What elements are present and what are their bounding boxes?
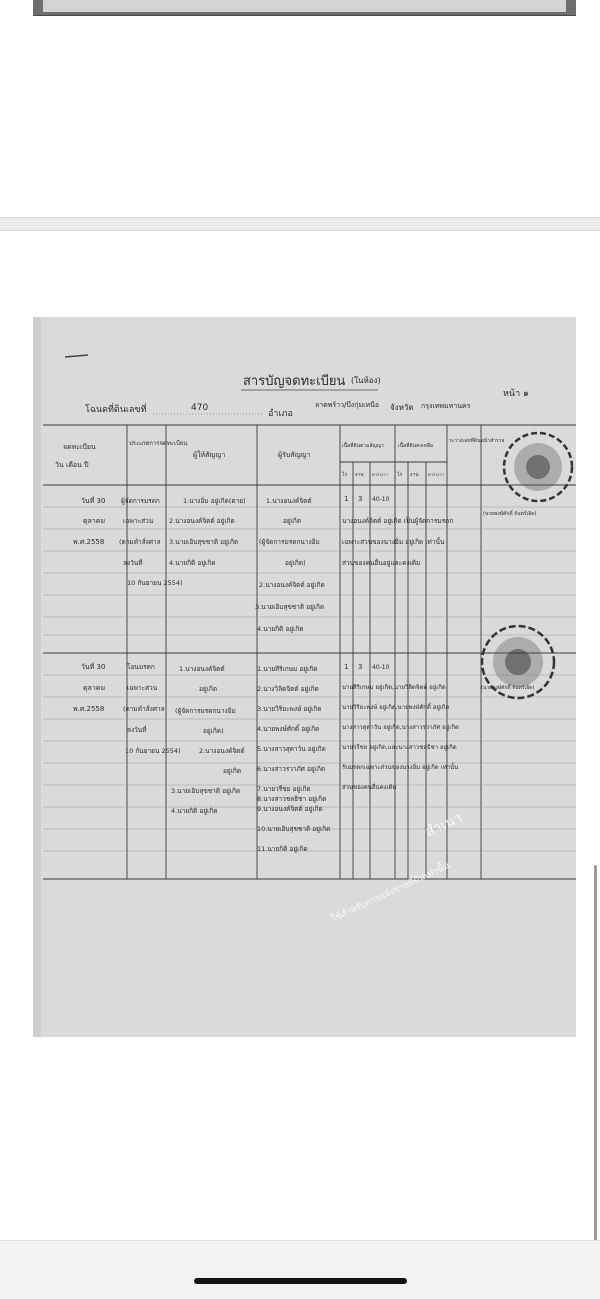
entry-type-line: ลงวันที่ (127, 726, 147, 734)
entry-remaining-line: ส่วนของคนอื่นคงเดิม (342, 784, 397, 791)
entry-grantor-line: อยู่เกิด (199, 685, 218, 693)
header-grantee: ผู้รับสัญญา (278, 451, 311, 459)
entry-type-line: โอนมรดก (127, 663, 155, 671)
entry-type-line: เฉพาะส่วน (123, 517, 154, 525)
entry-grantee-line: 6.นางสาวรวาภัศ อยู่เกิด (257, 765, 326, 773)
scroll-indicator[interactable] (594, 865, 597, 1250)
header-area-unit-2: งาน (355, 472, 364, 478)
header-type: ประเภทการจดทะเบียน (129, 440, 188, 447)
entry-grantee-line: 7.นายวรีชย อยู่เกิด (257, 785, 311, 793)
header-rem-unit-2: งาน (410, 472, 419, 478)
seal-caption-2: (นายพงษ์ศักดิ์ จันทร์เอิด) (481, 685, 535, 691)
header-date-sub: วัน เดือน ปี (55, 461, 89, 469)
entry-grantee-line: อยู่เกิด (283, 517, 302, 525)
entry-grantee-line: 11.นายกิติ อยู่เกิด (257, 845, 308, 853)
entry-grantor-line: 4.นายกิติ อยู่เกิด (171, 807, 218, 815)
copy-watermark: สำเนา (422, 809, 465, 841)
province-label: จังหวัด (390, 403, 414, 412)
entry-grantee-line: 1.นางอนงค์จิตต์ (266, 497, 312, 505)
entry-grantor-line: 1.นางอนงค์จิตต์ (179, 665, 225, 673)
entry-remaining-line: นายวรีชย อยู่เกิด,และนางสาวชลธิชา อยู่เกิด (342, 744, 457, 751)
register-sheet (33, 317, 576, 1037)
entry-grantee-line: 8.นางสาวชลธิชา อยู่เกิด (257, 795, 327, 803)
usage-watermark: ใช้สำหรับการแจ้งขายที่ดินเท่านั้น (330, 861, 452, 925)
entry-area-ngan: 3 (358, 663, 363, 671)
entry-remaining-line: นายสิริเกษม อยู่เกิด,นายวิลิดจิตต์ อยู่เกิด (342, 684, 446, 691)
header-area-unit-3: ตารางวา (372, 472, 388, 477)
entry-remaining-line: นางสาวสุดาวัน อยู่เกิด,นางสาวรวาภัศ อยู่เกิด (342, 724, 459, 731)
entry-grantor-line: 3.นายเอิบสุขชาติ อยู่เกิด (169, 538, 239, 546)
bottom-bar (0, 1240, 600, 1299)
entry-type-line: (ตามคำสั่งศาล (119, 538, 161, 546)
document-photo[interactable] (33, 317, 576, 1037)
entry-grantee-line: อยู่เกิด) (285, 559, 306, 567)
entry-remaining-line: นางอนงค์จิตต์ อยู่เกิด เป็นผู้จัดการมรดก (342, 517, 454, 525)
entry-date-line: พ.ศ.2558 (73, 705, 105, 713)
entry-grantee-line: 1.นายสิริเกษม อยู่เกิด (257, 665, 318, 673)
post-divider (0, 217, 600, 231)
previous-photo-edge (33, 0, 576, 16)
page-label: หน้า ๑ (503, 389, 529, 399)
header-remarks: ระวางเลขที่ดินหน้าสำรวจ (449, 438, 505, 444)
entry-remaining-line: เฉพาะส่วนของนางอิ่ม อยู่เกิด เท่านั้น (342, 538, 445, 546)
entry-grantor-line: (ผู้จัดการมรดกนางอิ่ม (175, 707, 236, 715)
header-remaining: เนื้อที่ดินคงเหลือ (398, 443, 433, 449)
entry-grantor-line: 1.นางอิ่ม อยู่เกิด(ตาย) (183, 497, 246, 505)
document-title: สารบัญจดทะเบียน (243, 374, 346, 389)
entry-grantor-line: 2.นางอนงค์จิตต์ (199, 747, 245, 755)
entry-grantee-line: 4.นายกิติ อยู่เกิด (257, 625, 304, 633)
header-date: จดทะเบียน (63, 443, 96, 451)
entry-type-line: 10 กันยายน 2554) (127, 579, 183, 587)
entry-remaining-line: นายวิริยะพงษ์ อยู่เกิด,นายพงษ์ศักดิ์ อยู่เกิด (342, 704, 450, 711)
entry-grantor-line: 4.นายกิติ อยู่เกิด (169, 559, 216, 567)
entry-grantee-line: 4.นายพงษ์ศักดิ์ อยู่เกิด (257, 725, 320, 733)
header-grantor: ผู้ให้สัญญา (193, 451, 226, 459)
header-area: เนื้อที่ดินตามสัญญา (342, 443, 384, 449)
entry-type-line: ผู้จัดการมรดก (121, 497, 160, 505)
home-indicator[interactable] (194, 1278, 407, 1284)
entry-area-wa: 40-10 (372, 664, 390, 671)
header-rem-unit-3: ตารางวา (428, 472, 444, 477)
entry-grantee-line: 2.นางวิลิดจิตต์ อยู่เกิด (257, 685, 319, 693)
district-value: ลาดพร้าว/บึงกุ่มเหนือ (315, 401, 380, 409)
entry-grantee-line: 5.นางสาวสุดาวัน อยู่เกิด (257, 745, 326, 753)
title-note: (ในห้อง) (351, 376, 381, 385)
district-label: อำเภอ (268, 409, 293, 419)
entry-grantee-line: (ผู้จัดการมรดกนางอิ่ม (259, 538, 320, 546)
province-value: กรุงเทพมหานคร (421, 402, 471, 410)
entry-grantor-line: อยู่เกิด (223, 767, 242, 775)
entry-grantee-line: 2.นางอนงค์จิตต์ อยู่เกิด (259, 581, 325, 589)
entry-area-rai: 1 (344, 495, 349, 503)
entry-grantee-line: 3.นายวิริยะพงษ์ อยู่เกิด (257, 705, 322, 713)
entry-type-line: 10 กันยายน 2554) (125, 747, 181, 755)
land-label: โฉนดที่ดินเลขที่ (85, 405, 147, 415)
entry-date-line: วันที่ 30 (81, 663, 106, 671)
entry-grantor-line: อยู่เกิด) (203, 727, 224, 735)
entry-area-rai: 1 (344, 663, 349, 671)
header-area-unit-1: ไร่ (342, 472, 348, 478)
entry-grantee-line: 9.นางอนงค์จิตต์ อยู่เกิด (257, 805, 323, 813)
entry-grantor-line: 3.นายเอิบสุขชาติ อยู่เกิด (171, 787, 241, 795)
entry-grantee-line: 3.นายเอิบสุขชาติ อยู่เกิด (255, 603, 325, 611)
entry-grantee-line: 10.นายเอิบสุขชาติ อยู่เกิด (257, 825, 331, 833)
entry-date-line: พ.ศ.2558 (73, 538, 105, 546)
entry-area-wa: 40-10 (372, 496, 390, 503)
entry-area-ngan: 3 (358, 495, 363, 503)
entry-type-line: (ตามคำสั่งศาล (123, 705, 165, 713)
entry-date-line: ตุลาคม (83, 684, 106, 692)
entry-date-line: วันที่ 30 (81, 497, 106, 505)
seal-caption-1: (นายพงษ์ศักดิ์ จันทร์เอิด) (483, 511, 537, 517)
entry-date-line: ตุลาคม (83, 517, 106, 525)
entry-remaining-line: รับมรดกเฉพาะส่วนของนางอิ่ม อยู่เกิด เท่านั้น (342, 764, 459, 771)
entry-type-line: ลงวันที่ (123, 559, 143, 567)
land-number: 470 (191, 403, 209, 413)
entry-grantor-line: 2.นางอนงค์จิตต์ อยู่เกิด (169, 517, 235, 525)
header-rem-unit-1: ไร่ (397, 472, 403, 478)
entry-type-line: เฉพาะส่วน (127, 684, 158, 692)
entry-remaining-line: ส่วนของคนอื่นอยู่และคงเดิม (342, 559, 421, 567)
